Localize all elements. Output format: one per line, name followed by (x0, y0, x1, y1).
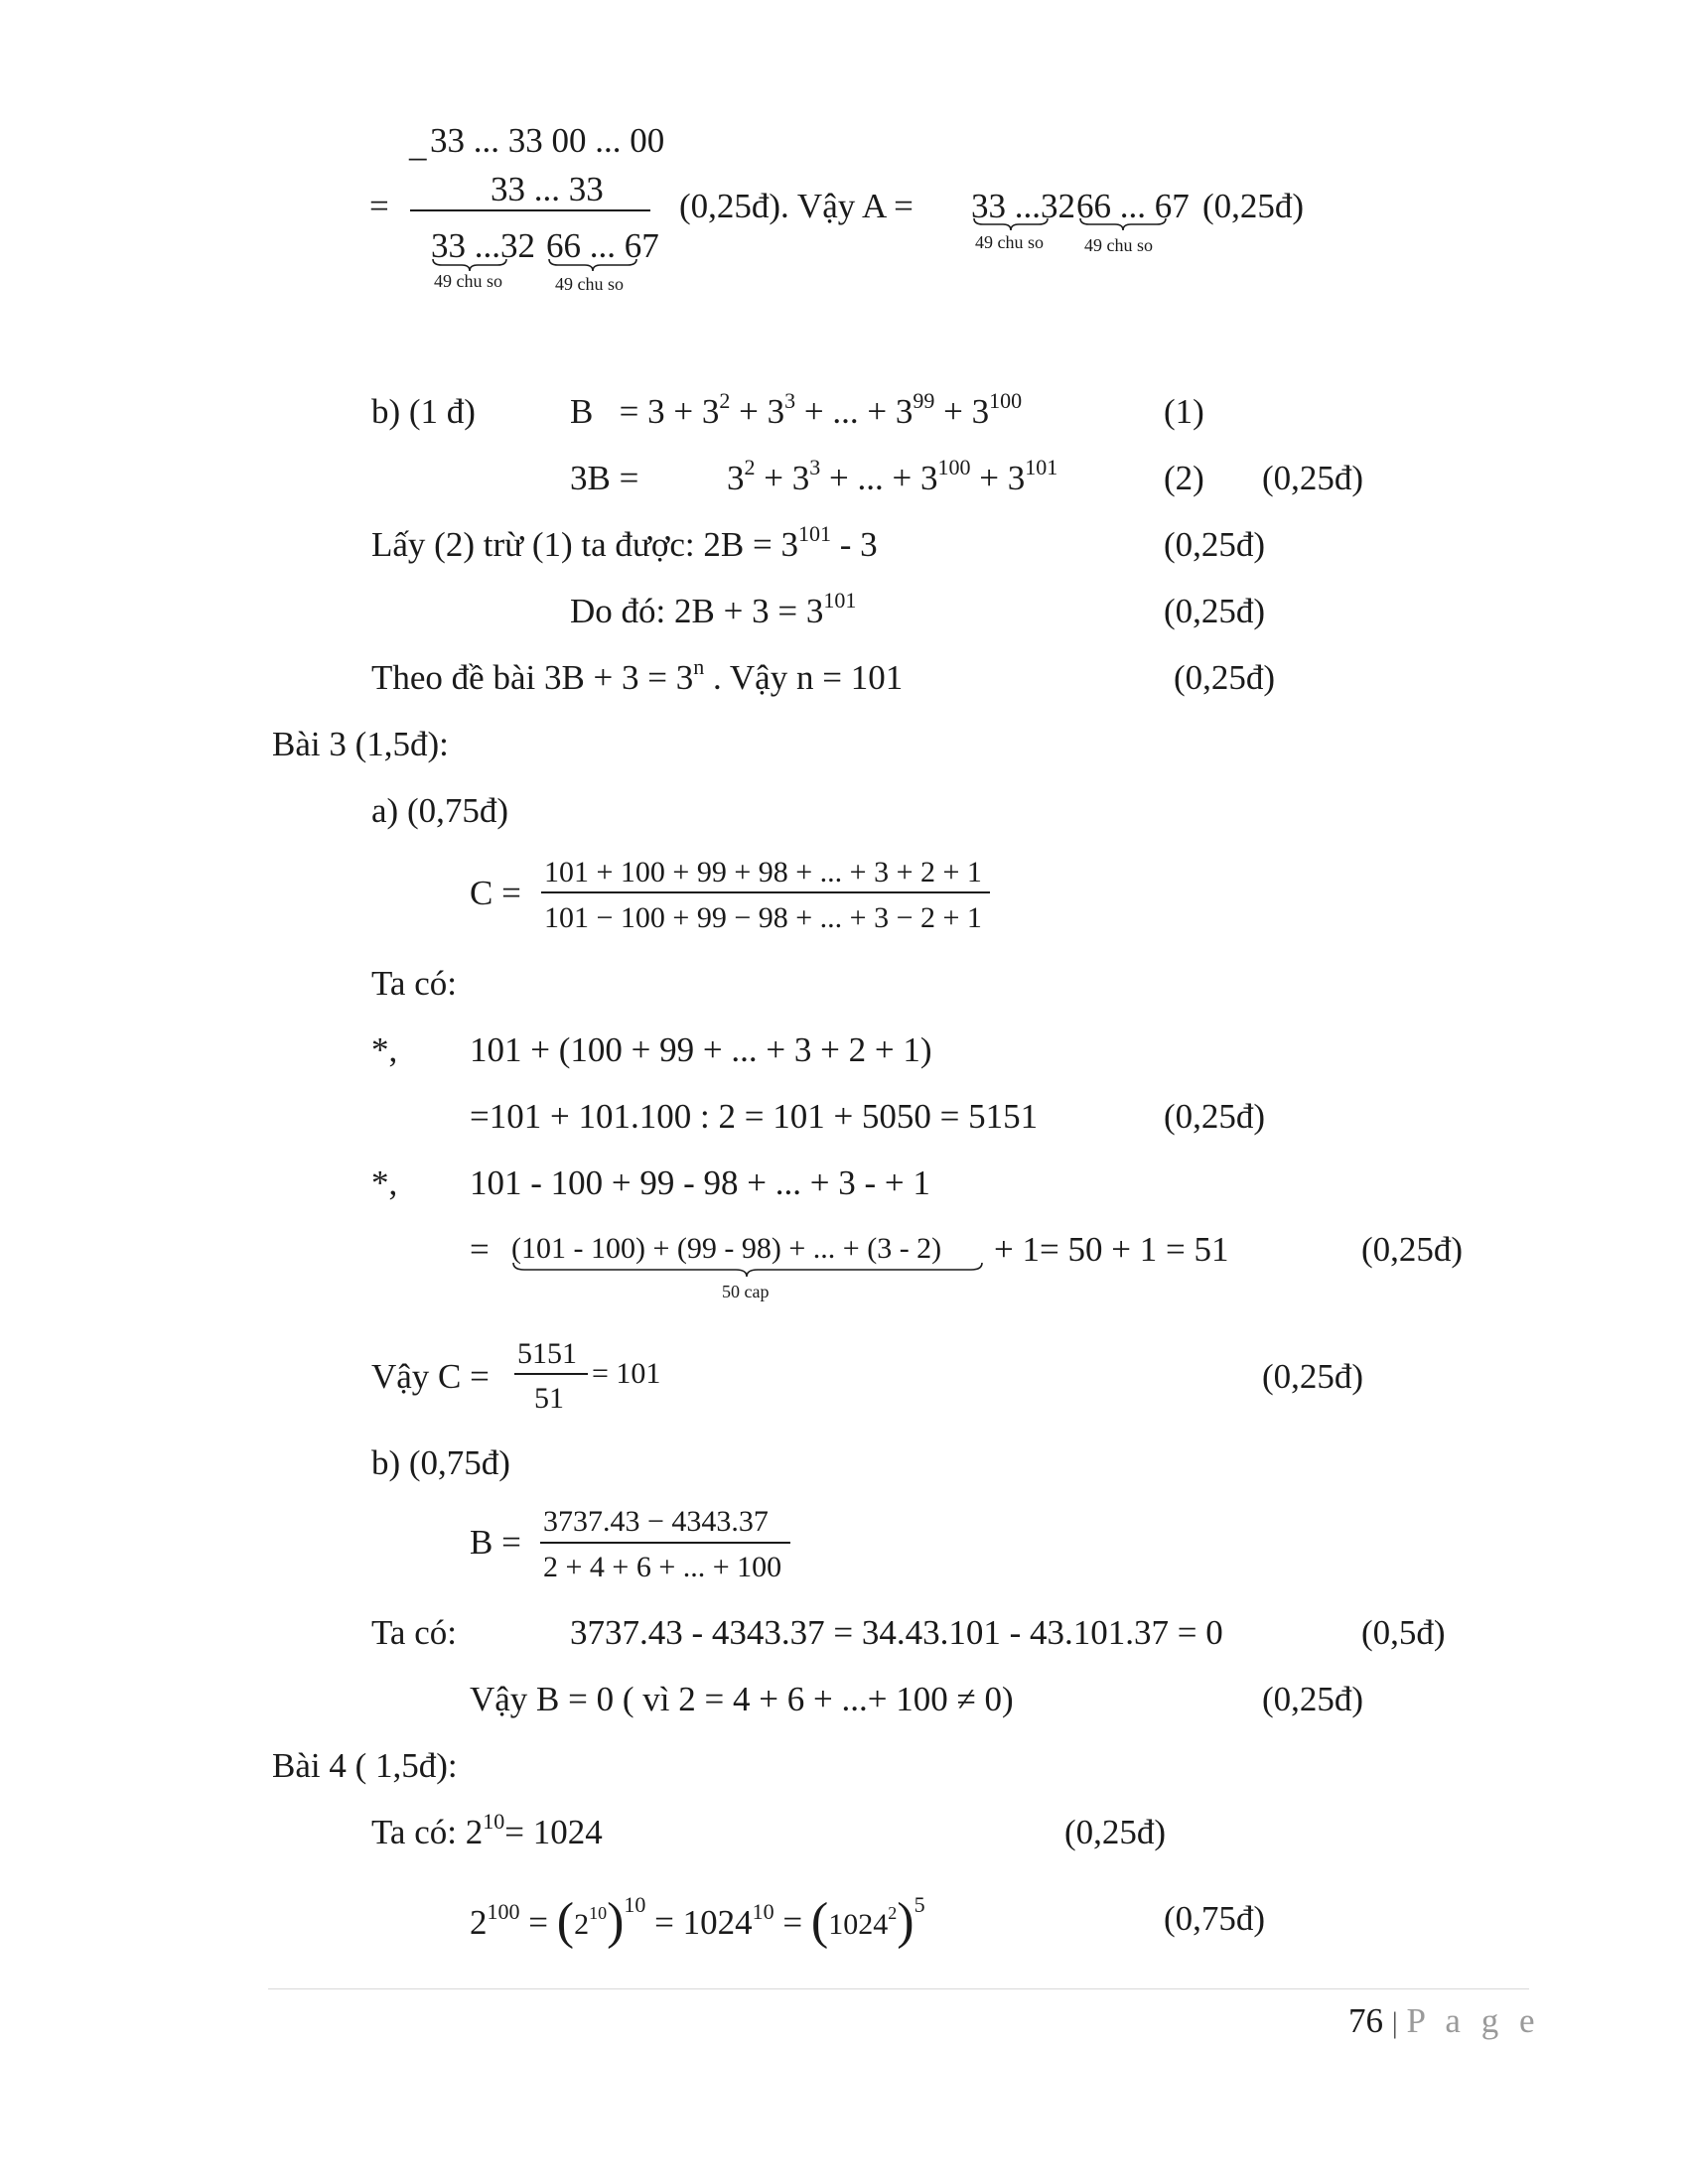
c-numerator: 101 + 100 + 99 + 98 + ... + 3 + 2 + 1 (544, 856, 982, 888)
result-left-digits: 33 ...32 (431, 226, 535, 265)
vc-result: = 101 (592, 1357, 661, 1390)
b-line3-score: (0,25đ) (1164, 525, 1266, 564)
equals-sign: = (369, 187, 389, 225)
score-end: (0,25đ) (1202, 187, 1305, 225)
sum1-result: =101 + 101.100 : 2 = 101 + 5050 = 5151 (470, 1097, 1039, 1136)
bai4-line2: $2^{100} = (2^{10})^{10} = 1024^{10} = (1024^2)^5$ (470, 1892, 925, 1950)
ta-co-2: Ta có: (371, 1613, 457, 1652)
vay-c: Vậy C = (371, 1357, 490, 1396)
b-line4: Do đó: $2B + 3 = 3^{101}$ (570, 588, 857, 630)
bai4-line1-score: (0,25đ) (1064, 1813, 1167, 1851)
b-line5-score: (0,25đ) (1174, 658, 1276, 697)
b-denominator: 2 + 4 + 6 + ... + 100 (543, 1551, 782, 1583)
pairs-underbrace (512, 1262, 983, 1278)
bai3-a-label: a) (0,75đ) (371, 791, 509, 830)
c-denominator: 101 − 100 + 99 − 98 + ... + 3 − 2 + 1 (544, 901, 982, 934)
sum2-pairs: (101 - 100) + (99 - 98) + ... + (3 - 2) (511, 1232, 942, 1265)
subtrahend: 33 ... 33 (491, 170, 604, 208)
page-footer (1348, 2003, 1541, 2038)
b-line2-rhs: $3^2 + 3^3$ + ... + $3^{100} + 3^{101}$ (727, 455, 1058, 497)
bai3-title: Bài 3 (1,5đ): (272, 725, 449, 763)
vc-numerator: 5151 (517, 1337, 577, 1370)
page-number: 76 (1348, 2001, 1383, 2040)
bai4-line2-score: (0,75đ) (1164, 1899, 1266, 1938)
part-b-label: b) (1 đ) (371, 392, 476, 431)
tag-1: (1) (1164, 392, 1204, 431)
b-line2-score: (0,25đ) (1262, 459, 1364, 497)
b-calc: 3737.43 - 4343.37 = 34.43.101 - 43.101.37 = 0 (570, 1613, 1223, 1652)
a-brace-label-1: 49 chu so (975, 232, 1044, 252)
sum2-equals: = (470, 1230, 490, 1269)
minus-sign: _ (409, 125, 427, 164)
underbrace-3 (973, 217, 1049, 231)
b-line1: B = $3 + 3^2 + 3^3$ + ... + $3^{99} + 3^{100}$ (570, 388, 1023, 431)
a-brace-label-2: 49 chu so (1084, 235, 1153, 255)
c-fraction-line (541, 891, 990, 893)
underbrace-2 (548, 258, 637, 272)
sum2-score: (0,25đ) (1361, 1230, 1464, 1269)
subtraction-line (410, 209, 650, 211)
underbrace-4 (1079, 217, 1167, 231)
bai4-title: Bài 4 ( 1,5đ): (272, 1746, 458, 1785)
brace-label-2: 49 chu so (555, 274, 624, 294)
vc-denominator: 51 (534, 1382, 564, 1415)
minuend: 33 ... 33 00 ... 00 (430, 121, 665, 160)
brace-label-1: 49 chu so (434, 271, 502, 291)
b-equals: B = (470, 1523, 521, 1562)
footer-rule (268, 1988, 1529, 1989)
bai4-line1: Ta có: $2^{10}= 1024$ (371, 1809, 603, 1851)
c-equals: C = (470, 874, 521, 912)
sum1-score: (0,25đ) (1164, 1097, 1266, 1136)
sum2: 101 - 100 + 99 - 98 + ... + 3 - + 1 (470, 1163, 930, 1202)
b-line3: Lấy (2) trừ (1) ta được: $2B = 3^{101} - 3$ (371, 521, 878, 564)
b-fraction-line (540, 1542, 790, 1544)
a-right-digits: 66 ... 67 (1076, 187, 1190, 225)
b-line2-lhs: 3B = (570, 459, 639, 497)
b-conclusion-score: (0,25đ) (1262, 1680, 1364, 1718)
page-word: P a g e (1406, 2001, 1541, 2040)
score-and-result-text: (0,25đ). Vậy A = (679, 187, 914, 225)
a-left-digits: 33 ...32 (971, 187, 1075, 225)
vc-score: (0,25đ) (1262, 1357, 1364, 1396)
pairs-count-label: 50 cap (722, 1282, 770, 1301)
page-separator: | (1391, 2006, 1398, 2039)
ta-co-1: Ta có: (371, 964, 457, 1003)
b-calc-score: (0,5đ) (1361, 1613, 1446, 1652)
result-right-digits: 66 ... 67 (546, 226, 659, 265)
b-line4-score: (0,25đ) (1164, 592, 1266, 630)
sum2-result: + 1= 50 + 1 = 51 (994, 1230, 1229, 1269)
b-line5: Theo đề bài $3B + 3 = 3^n$ . Vậy n = 101 (371, 654, 904, 697)
sum1: 101 + (100 + 99 + ... + 3 + 2 + 1) (470, 1030, 932, 1069)
vc-fraction-line (514, 1373, 588, 1375)
underbrace-1 (432, 258, 507, 272)
bai3-b-label: b) (0,75đ) (371, 1443, 510, 1482)
b-conclusion: Vậy B = 0 ( vì 2 = 4 + 6 + ...+ 100 ≠ 0) (470, 1680, 1014, 1718)
b-numerator: 3737.43 − 4343.37 (543, 1505, 769, 1538)
tag-2: (2) (1164, 459, 1204, 497)
star-2: *, (371, 1163, 398, 1202)
star-1: *, (371, 1030, 398, 1069)
